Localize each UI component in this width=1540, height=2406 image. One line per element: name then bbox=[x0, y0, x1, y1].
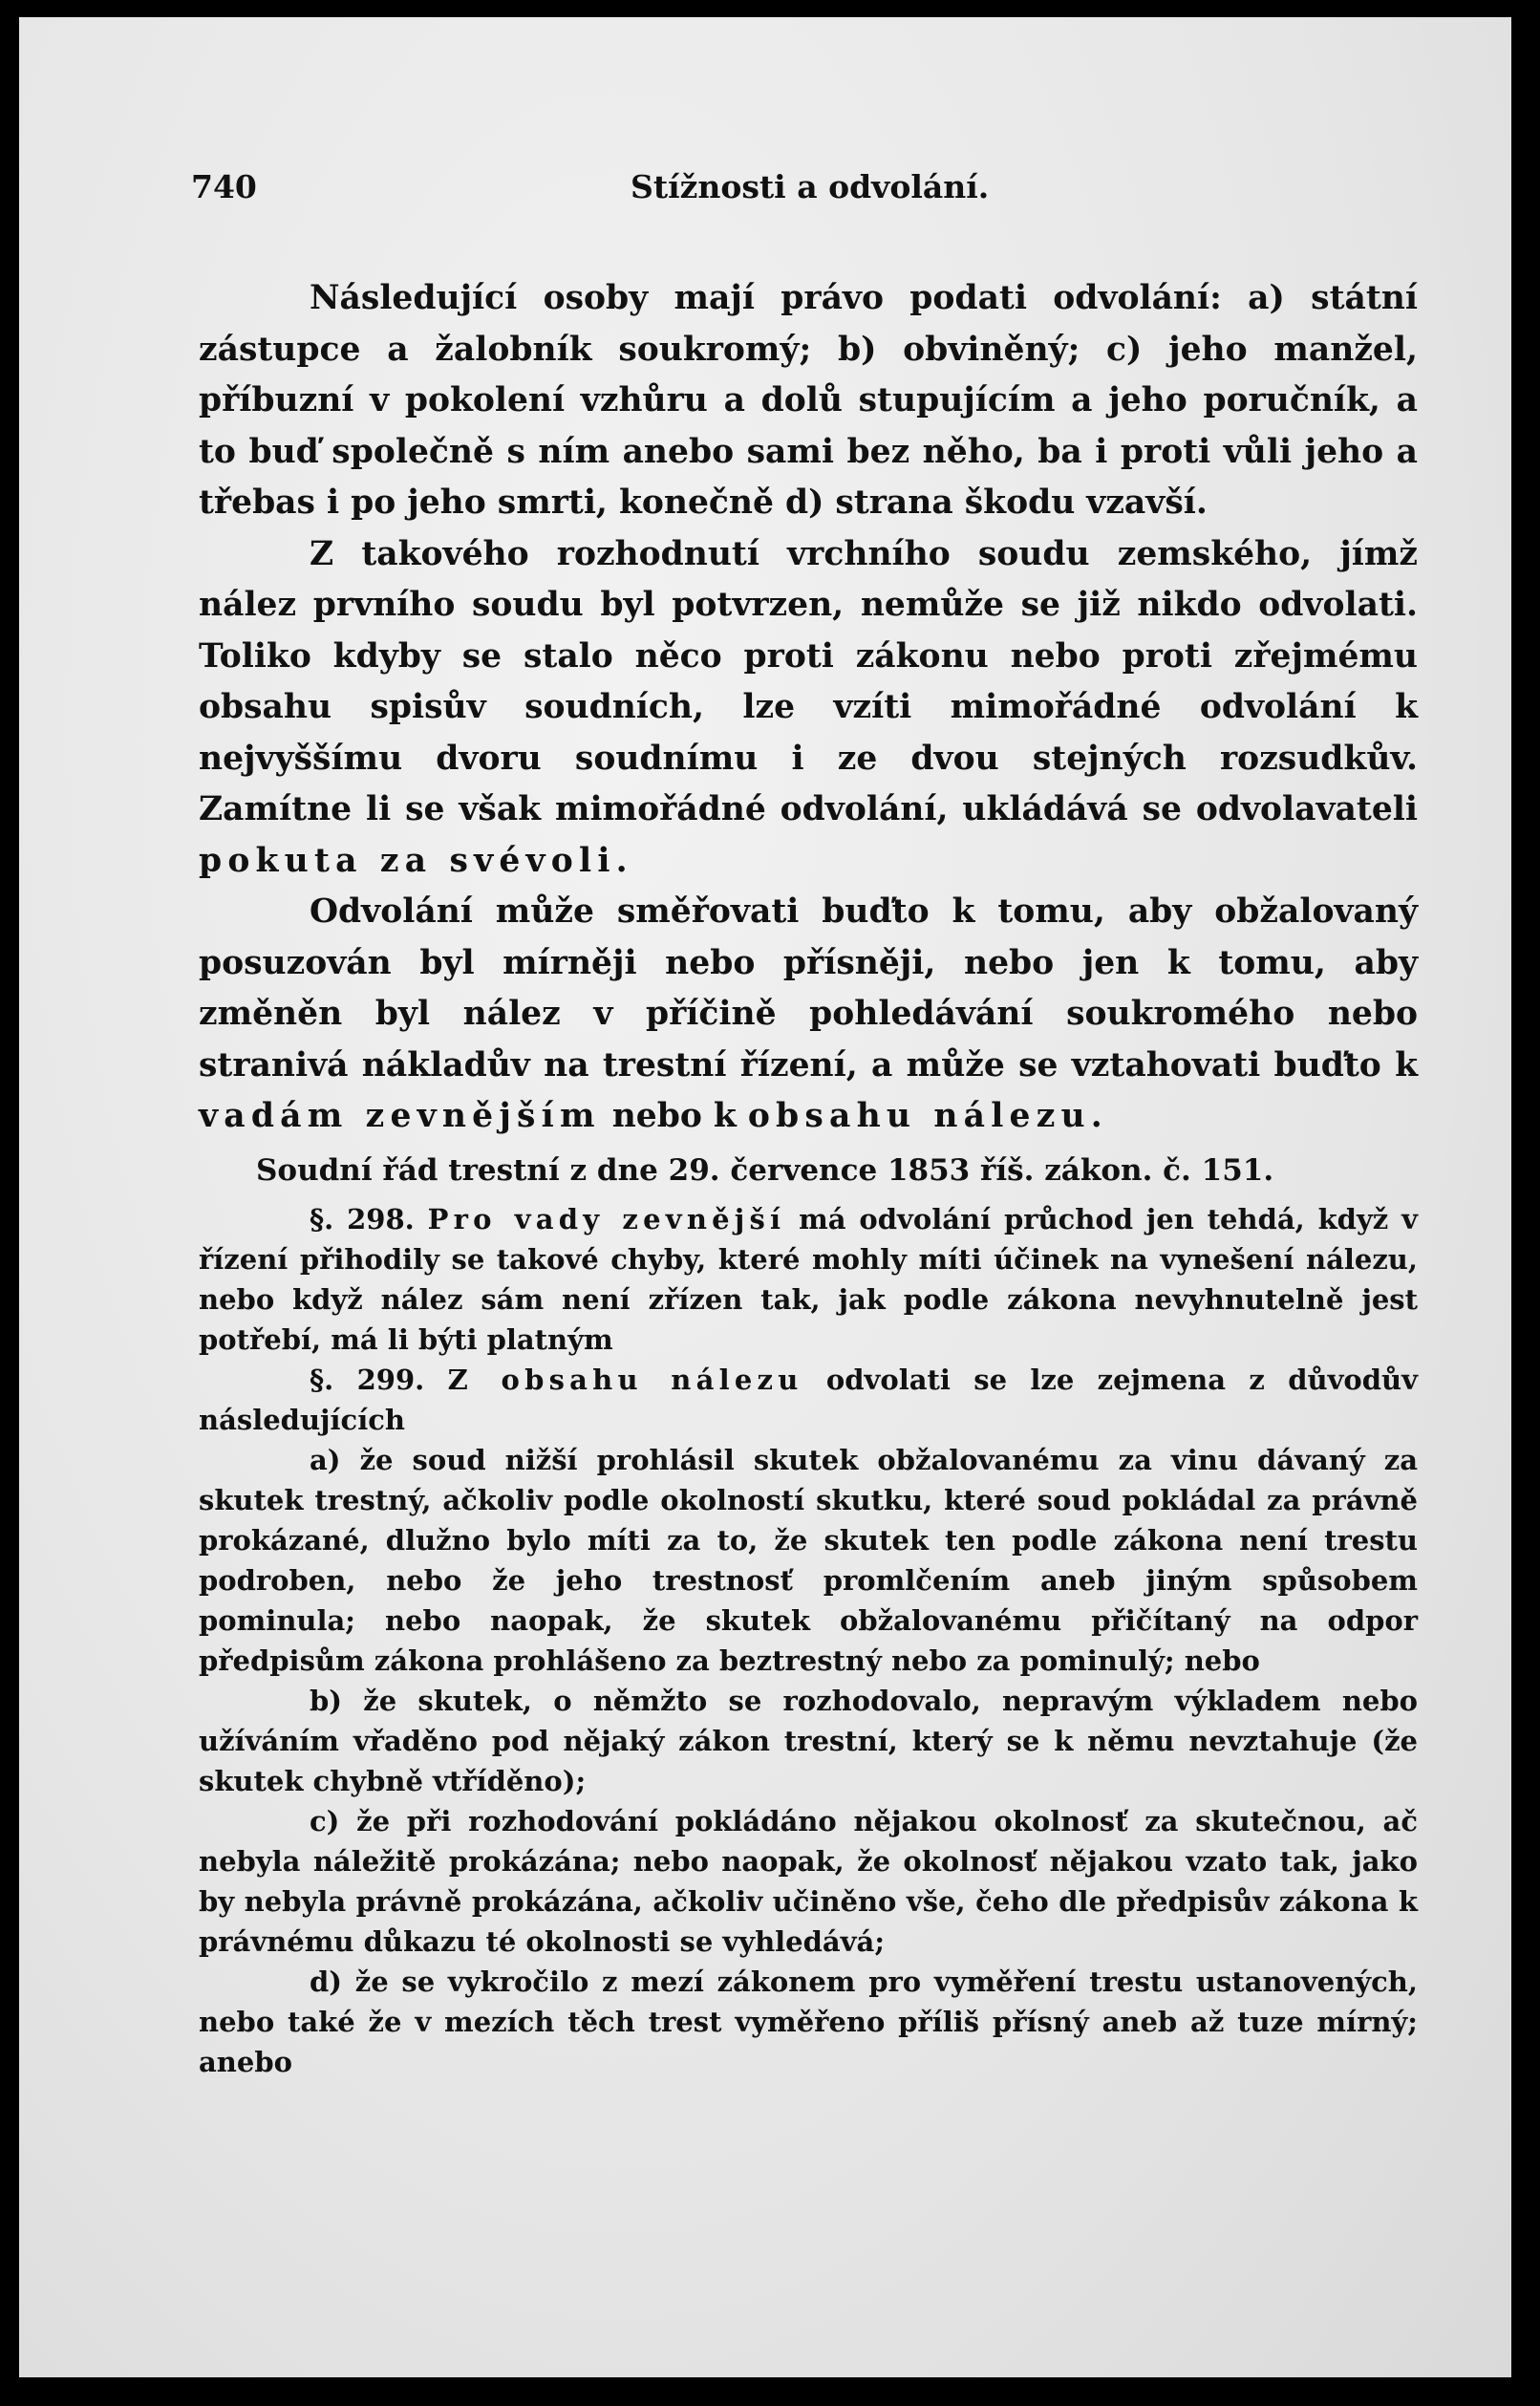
paragraph-3 bbox=[199, 887, 1418, 1143]
paragraph-1: Následující osoby mají právo podati odvolání: a) státní zástupce a žalobník soukromý; b) obviněný; c) jeho manžel, příbuzní v pokolení vzhůru a dolů stupujícím a jeho poručník, a to buď společně s ním anebo sami bez něho, ba i proti vůli jeho a třebas i po jeho smrti, konečně d) strana škodu vzavší. bbox=[199, 279, 1418, 522]
item-c: c) že při rozhodování pokládáno nějakou okolnosť za skutečnou, ač nebyla náležitě prokázána; nebo naopak, že okolnosť nějakou vzato tak, jako by nebyla právně prokázána, ačkoliv učiněno vše, čeho dle předpisův zákona k právnému důkazu té okolnosti se vyhledává; bbox=[199, 1805, 1418, 1958]
item-b: b) že skutek, o němžto se rozhodovalo, nepravým výkladem nebo užíváním vřaděno pod nějaký zákon trestní, který se k němu nevztahuje (že skutek chybně vtříděno); bbox=[199, 1685, 1418, 1797]
item-a: a) že soud nižší prohlásil skutek obžalovanému za vinu dávaný za skutek trestný, ačkoliv podle okolností skutku, které soud pokládal za právně prokázané, dlužno bylo míti za to, že skutek ten podle zákona není trestu podroben, nebo že jeho trestnosť promlčením aneb jiným spůsobem pominula; nebo naopak, že skutek obžalovanému přičítaný na odpor předpisům zákona prohlášeno za beztrestný nebo za pominulý; nebo bbox=[199, 1444, 1418, 1677]
section-298-text: má odvolání průchod jen tehdá, když v řízení přihodily se takové chyby, které mohly míti účinek na vynešení nálezu, nebo když nález sám není zřízen tak, jak podle zákona nevyhnutelně jest potřebí, má li býti platným bbox=[199, 1203, 1418, 1356]
running-title: Stížnosti a odvolání. bbox=[631, 168, 990, 205]
section-299 bbox=[199, 1360, 1418, 1440]
main-text bbox=[199, 273, 1418, 1143]
paragraph-2-emphasis: pokuta za svévoli. bbox=[199, 841, 633, 880]
section-299-text: odvolati se lze zejmena z důvodův následujících bbox=[199, 1364, 1418, 1436]
section-299-number: §. 299. bbox=[310, 1364, 425, 1396]
paragraph-2-text: Z takového rozhodnutí vrchního soudu zemského, jímž nález prvního soudu byl potvrzen, nemůže se již nikdo odvolati. Toliko kdyby se stalo něco proti zákonu nebo proti zřejmému obsahu spisův soudních, lze vzíti mimořádné odvolání k nejvyššímu dvoru soudnímu i ze dvou stejných rozsudkův. Zamítne li se však mimořádné odvolání, ukládává se odvolavateli bbox=[199, 534, 1418, 828]
paragraph-2 bbox=[199, 529, 1418, 888]
section-298-emphasis: Pro vady zevnější bbox=[427, 1203, 786, 1235]
paragraph-3-text-b: nebo k bbox=[611, 1097, 737, 1135]
item-d: d) že se vykročilo z mezí zákonem pro vyměření trestu ustanovených, nebo také že v mezích těch trest vyměřeno příliš přísný aneb až tuze mírný; anebo bbox=[199, 1966, 1418, 2078]
page-number: 740 bbox=[191, 168, 257, 205]
law-citation: Soudní řád trestní z dne 29. července 1853 říš. zákon. č. 151. bbox=[256, 1153, 1274, 1188]
paragraph-3-emphasis-1: vadám zevnějším bbox=[199, 1097, 601, 1135]
section-299-emphasis: Z obsahu nálezu bbox=[447, 1364, 803, 1396]
paragraph-3-emphasis-2: obsahu nálezu. bbox=[747, 1097, 1109, 1135]
law-excerpt bbox=[199, 1149, 1418, 2082]
book-page bbox=[19, 17, 1511, 2377]
page-header bbox=[191, 168, 1337, 216]
section-298 bbox=[199, 1199, 1418, 1360]
section-298-number: §. 298. bbox=[310, 1203, 415, 1235]
paragraph-3-text-a: Odvolání může směřovati buďto k tomu, aby obžalovaný posuzován byl mírněji nebo přísněji, nebo jen k tomu, aby změněn byl nález v příčině pohledávání soukromého nebo stranivá nákladův na trestní řízení, a může se vztahovati buďto k bbox=[199, 892, 1418, 1085]
